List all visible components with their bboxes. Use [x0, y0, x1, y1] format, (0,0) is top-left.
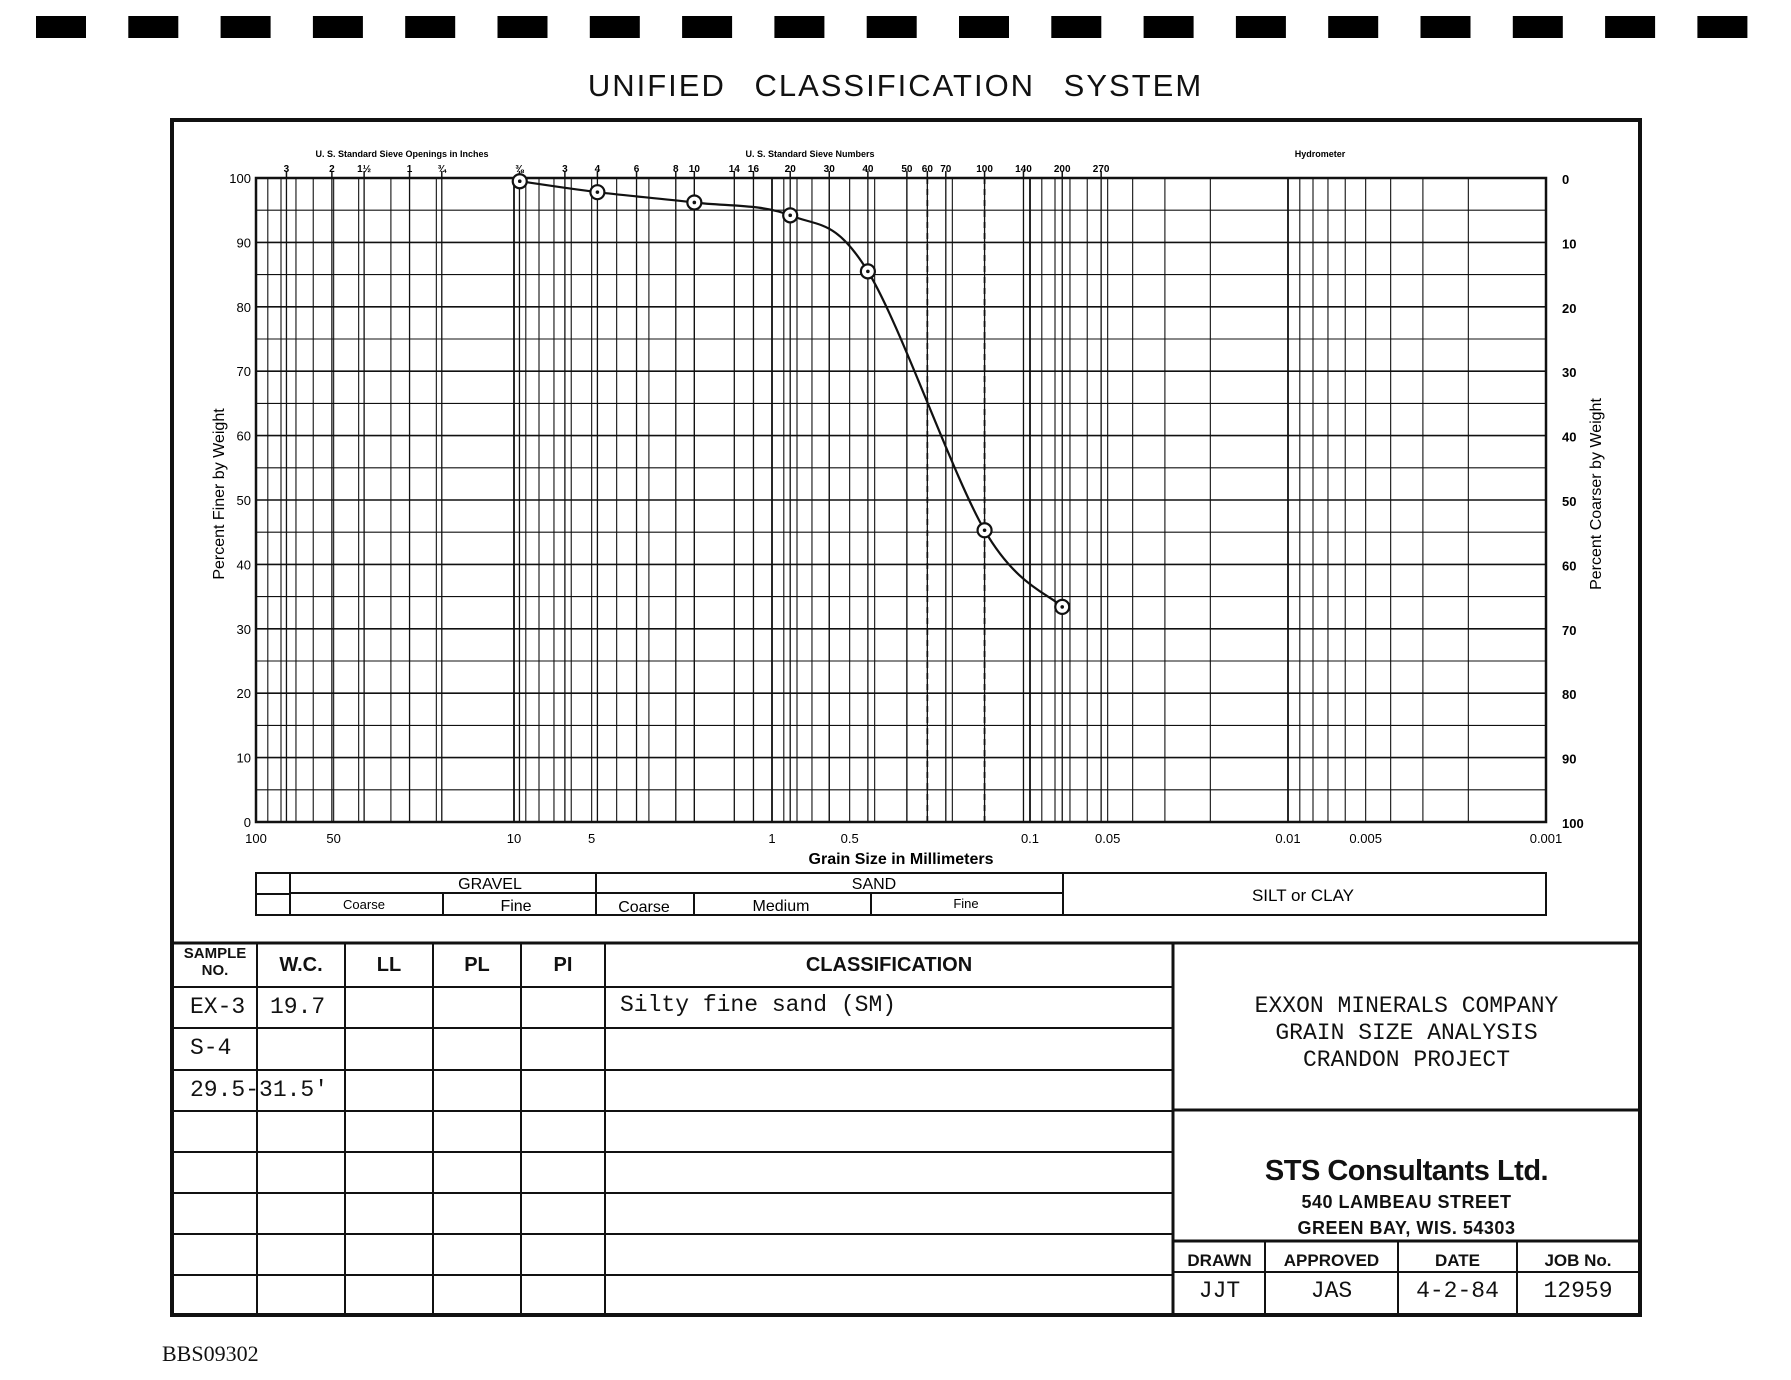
- gravel-label: GRAVEL: [458, 876, 522, 893]
- sieve-tick-label: 140: [1015, 164, 1032, 175]
- y-tick-label-right: 40: [1562, 429, 1577, 445]
- header-pi: PI: [553, 954, 573, 976]
- y-axis-title-left: Percent Finer by Weight: [211, 408, 228, 580]
- project-report-type: GRAIN SIZE ANALYSIS: [1275, 1020, 1538, 1046]
- sieve-tick-label: 4: [594, 164, 601, 175]
- sieve-inches-label: U. S. Standard Sieve Openings in Inches: [315, 149, 489, 159]
- sieve-tick-label: 2: [329, 164, 335, 175]
- sieve-tick-label: 270: [1092, 164, 1110, 175]
- y-tick-label-left: 20: [236, 686, 251, 702]
- sieve-tick-label: 40: [862, 164, 874, 175]
- consultant-name: STS Consultants Ltd.: [1264, 1155, 1549, 1187]
- x-tick-label: 0.005: [1349, 831, 1382, 846]
- y-tick-label-right: 0: [1562, 172, 1570, 187]
- sieve-tick-label: 60: [921, 164, 933, 175]
- document-id: BBS09302: [162, 1341, 259, 1366]
- x-tick-label: 0.01: [1275, 831, 1301, 846]
- gravel-coarse-label: Coarse: [343, 897, 385, 912]
- approved-value: JAS: [1310, 1278, 1353, 1304]
- data-point-center: [596, 190, 600, 194]
- sieve-tick-label: 30: [823, 164, 835, 175]
- sieve-tick-label: 14: [728, 164, 740, 175]
- sand-medium-label: Medium: [752, 898, 810, 915]
- x-tick-label: 1: [768, 831, 776, 846]
- sieve-tick-label: 1½: [357, 164, 372, 175]
- sieve-tick-label: ¾: [437, 164, 446, 175]
- sieve-tick-label: 50: [901, 164, 913, 175]
- y-tick-label-right: 70: [1562, 622, 1577, 638]
- x-tick-label: 0.05: [1095, 831, 1121, 846]
- outer-frame: [172, 120, 1640, 1315]
- y-tick-label-left: 30: [236, 621, 251, 637]
- row1-wc: 19.7: [270, 994, 326, 1020]
- sieve-tick-label: 100: [976, 164, 993, 175]
- x-tick-label: 0.5: [840, 831, 859, 846]
- job-no-label: JOB No.: [1544, 1251, 1612, 1270]
- sand-coarse-label: Coarse: [618, 899, 670, 916]
- data-point-center: [1060, 605, 1064, 609]
- sieve-tick-label: 200: [1053, 164, 1071, 175]
- sieve-tick-label: 6: [633, 164, 640, 175]
- hydrometer-label: Hydrometer: [1294, 149, 1346, 159]
- project-client: EXXON MINERALS COMPANY: [1254, 993, 1559, 1019]
- data-point-center: [693, 201, 697, 205]
- y-tick-label-right: 10: [1562, 236, 1577, 252]
- consultant-city: GREEN BAY, WIS. 54303: [1297, 1218, 1516, 1238]
- x-tick-label: 0.001: [1529, 831, 1563, 846]
- sieve-numbers-label: U. S. Standard Sieve Numbers: [745, 149, 875, 159]
- gravel-fine-label: Fine: [500, 898, 532, 915]
- y-tick-label-left: 0: [243, 815, 251, 830]
- sand-fine-label: Fine: [953, 896, 979, 911]
- y-tick-label-right: 90: [1562, 751, 1577, 767]
- data-point-center: [866, 270, 870, 274]
- y-tick-label-left: 40: [236, 557, 251, 573]
- sieve-tick-label: 1: [406, 164, 413, 175]
- y-tick-label-left: 80: [236, 299, 251, 315]
- sieve-tick-label: 10: [688, 164, 700, 175]
- data-point-center: [983, 528, 987, 532]
- silt-clay-label: SILT or CLAY: [1251, 886, 1355, 905]
- row3-sample-no: 29.5-31.5': [190, 1077, 329, 1103]
- y-tick-label-left: 70: [236, 364, 251, 380]
- project-name: CRANDON PROJECT: [1302, 1047, 1511, 1073]
- sieve-tick-label: 8: [673, 164, 679, 175]
- header-sample-no: SAMPLE NO.: [183, 945, 247, 979]
- header-pl: PL: [464, 954, 490, 976]
- y-tick-label-left: 90: [236, 235, 251, 251]
- approved-label: APPROVED: [1283, 1251, 1380, 1270]
- y-tick-label-left: 60: [236, 428, 251, 444]
- y-tick-label-left: 50: [236, 493, 251, 508]
- x-tick-label: 0.1: [1020, 831, 1040, 846]
- x-tick-label: 5: [588, 831, 596, 846]
- row2-sample-no: S-4: [190, 1035, 232, 1061]
- y-tick-label-right: 60: [1562, 558, 1577, 574]
- x-tick-label: 10: [506, 831, 522, 846]
- sieve-tick-label: 3: [283, 164, 290, 175]
- y-tick-label-right: 50: [1562, 494, 1577, 509]
- y-tick-label-right: 20: [1562, 300, 1577, 316]
- marks-layer: [513, 174, 1069, 614]
- date-value: 4-2-84: [1416, 1278, 1499, 1304]
- y-tick-label-left: 10: [236, 750, 251, 766]
- row1-sample-no: EX-3: [190, 994, 246, 1020]
- sieve-tick-label: 3: [562, 164, 568, 175]
- x-tick-label: 50: [326, 831, 341, 846]
- header-wc: W.C.: [279, 954, 323, 976]
- row1-classification: Silty fine sand (SM): [620, 992, 897, 1018]
- data-point-center: [518, 179, 522, 183]
- grid-layer: [256, 171, 1546, 822]
- y-tick-label-right: 30: [1562, 365, 1577, 381]
- sieve-tick-label: 16: [747, 164, 760, 175]
- x-axis-title: Grain Size in Millimeters: [808, 851, 994, 868]
- sand-label: SAND: [851, 876, 897, 893]
- y-tick-label-left: 100: [229, 171, 251, 186]
- date-label: DATE: [1434, 1251, 1480, 1270]
- y-axis-title-right: Percent Coarser by Weight: [1588, 398, 1605, 590]
- data-point-center: [788, 214, 792, 218]
- page-title: UNIFIED CLASSIFICATION SYSTEM: [587, 68, 1204, 103]
- drawn-label: DRAWN: [1187, 1251, 1252, 1270]
- y-tick-label-right: 80: [1562, 687, 1577, 703]
- y-tick-label-right: 100: [1562, 816, 1584, 831]
- gradation-curve: [520, 181, 1062, 607]
- drawn-value: JJT: [1198, 1278, 1241, 1304]
- consultant-street: 540 LAMBEAU STREET: [1301, 1192, 1512, 1212]
- sieve-tick-label: 70: [940, 164, 952, 175]
- x-tick-label: 100: [245, 831, 267, 846]
- header-ll: LL: [376, 954, 402, 976]
- job-no-value: 12959: [1543, 1278, 1613, 1304]
- sieve-tick-label: ⅜: [515, 164, 524, 175]
- header-classification: CLASSIFICATION: [805, 954, 973, 976]
- sieve-tick-label: 20: [784, 164, 796, 175]
